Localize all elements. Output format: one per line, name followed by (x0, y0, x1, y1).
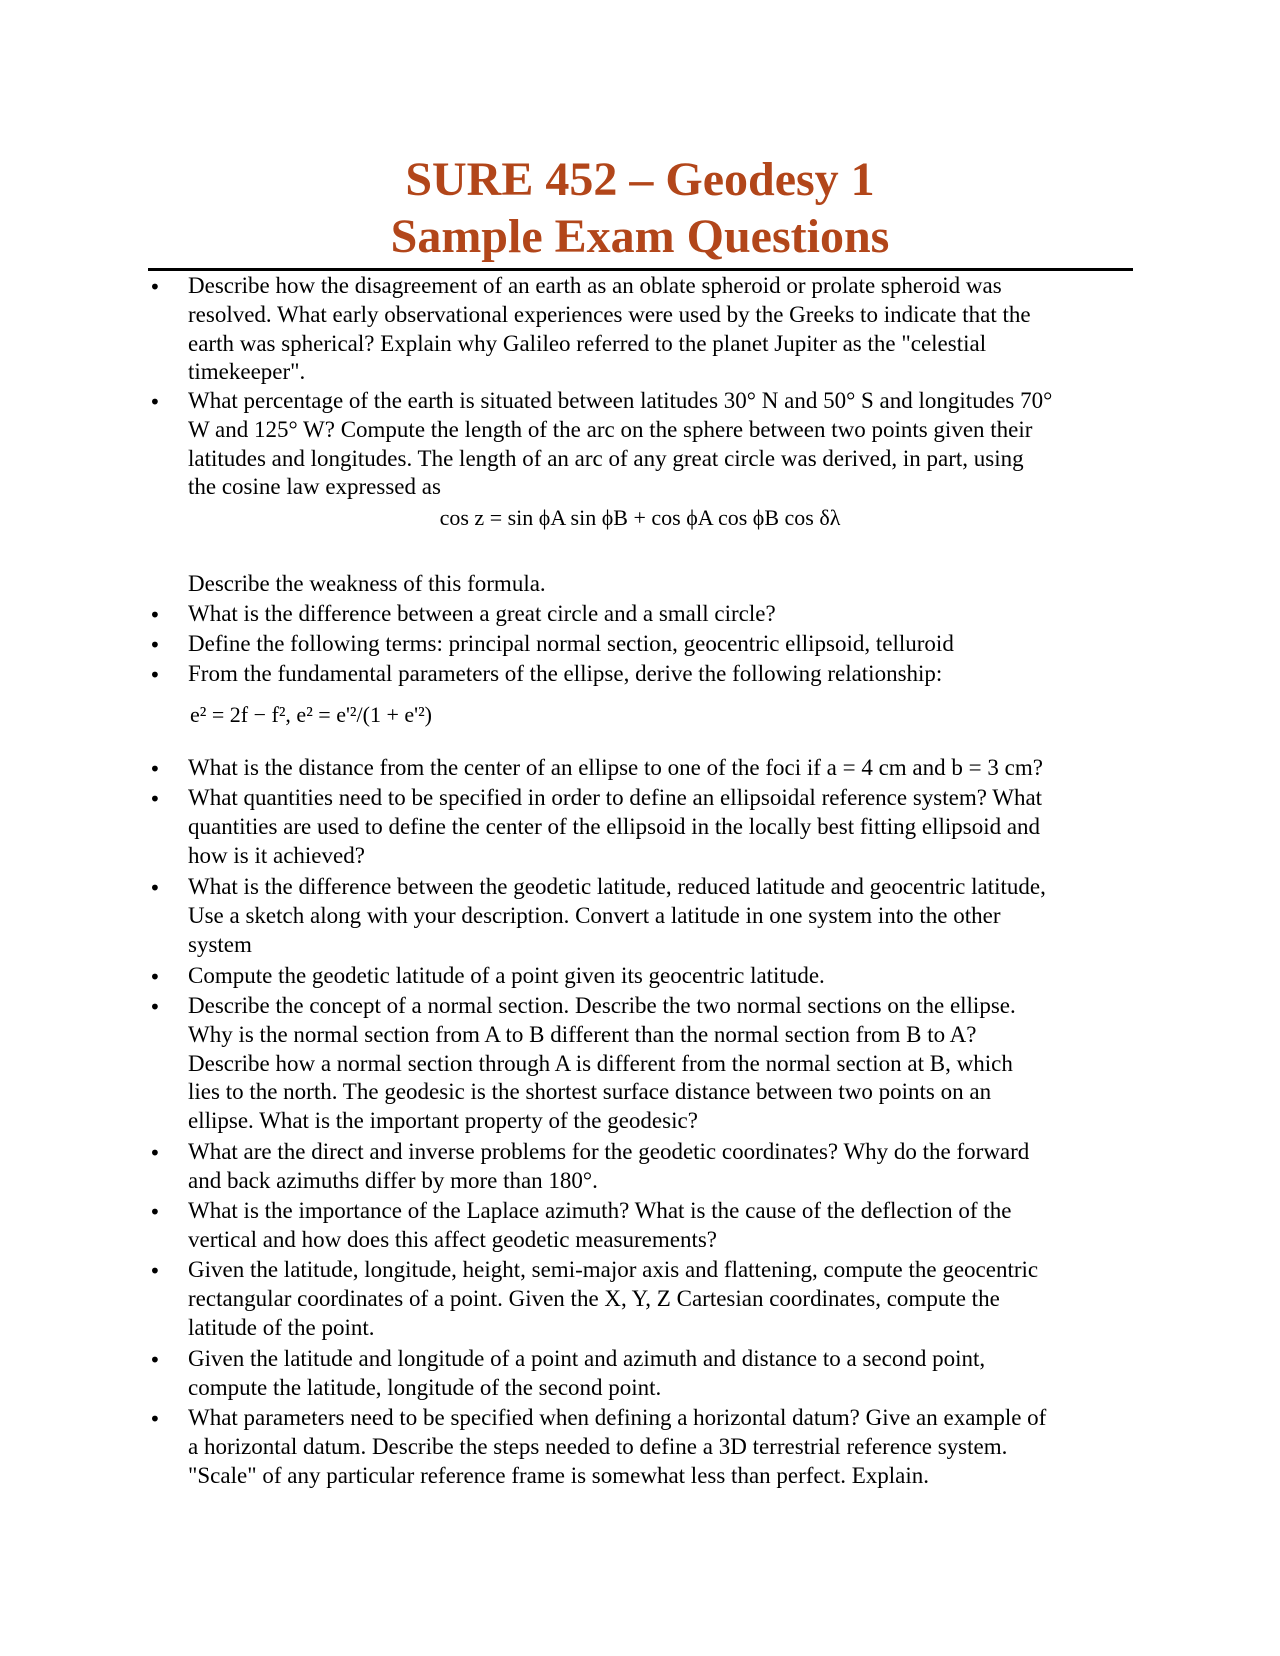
question-text: Define the following terms: principal normal section, geocentric ellipsoid, telluroid (188, 631, 954, 656)
bullet-icon: • (149, 876, 161, 900)
formula-followup-text: Describe the weakness of this formula. (188, 571, 546, 596)
cosine-law-formula: cos z = sin ϕA sin ϕB + cos ϕA cos ϕB cos δλ (439, 505, 841, 530)
question-text: From the fundamental parameters of the ellipse, derive the following relationship: (188, 661, 943, 686)
bullet-icon: • (149, 1407, 161, 1431)
question-text: Compute the geodetic latitude of a point given its geocentric latitude. (188, 963, 825, 988)
question-text: What is the distance from the center of an ellipse to one of the foci if a = 4 cm and b = 3 cm? (188, 755, 1043, 780)
bullet-icon: • (149, 787, 161, 811)
question-text: Describe the concept of a normal section. Describe the two normal sections on the ellipse. Why is the normal section from A to B different than the normal section from B to A? Describe how a normal section through A is different from the normal section at B, which lies to the north. The geodesic is the shortest surface distance between two points on an ellipse. What is the important property of the geodesic? (188, 993, 1016, 1134)
page-title: SURE 452 – Geodesy 1 (405, 153, 875, 206)
page-subtitle: Sample Exam Questions (390, 210, 890, 263)
bullet-icon: • (149, 633, 161, 657)
question-text: What is the importance of the Laplace azimuth? What is the cause of the deflection of the vertical and how does this affect geodetic measurements? (188, 1198, 1012, 1252)
question-text: What quantities need to be specified in order to define an ellipsoidal reference system? What quantities are used to define the center of the ellipsoid in the locally best fitting ellipsoid and how is it achieved? (188, 785, 1043, 868)
bullet-icon: • (149, 1141, 161, 1165)
question-text: Describe how the disagreement of an earth as an oblate spheroid or prolate spheroid was resolved. What early observational experiences were used by the Greeks to indicate that the earth was spherical? Explain why Galileo referred to the planet Jupiter as the "celestial timekeeper". (188, 273, 1031, 385)
bullet-icon: • (149, 1259, 161, 1283)
bullet-icon: • (149, 757, 161, 781)
question-text: What are the direct and inverse problems for the geodetic coordinates? Why do the forward and back azimuths differ by more than 180°. (188, 1139, 1030, 1193)
question-text: What percentage of the earth is situated between latitudes 30° N and 50° S and longitudes 70° W and 125° W? Compute the length of the arc on the sphere between two points given their latitudes and longitudes. The length of an arc of any great circle was derived, in part, using the cosine law expressed as (188, 388, 1053, 500)
question-text: What is the difference between the geodetic latitude, reduced latitude and geocentric latitude, Use a sketch along with your description. Convert a latitude in one system into the other system (188, 874, 1046, 957)
bullet-icon: • (149, 275, 161, 299)
question-text: What parameters need to be specified when defining a horizontal datum? Give an example of a horizontal datum. Describe the steps needed to define a 3D terrestrial reference system. "Scale" of any particular reference frame is somewhat less than perfect. Explain. (188, 1405, 1047, 1488)
bullet-icon: • (149, 390, 161, 414)
question-text: Given the latitude and longitude of a point and azimuth and distance to a second point, compute the latitude, longitude of the second point. (188, 1346, 986, 1400)
title-divider (148, 268, 1133, 271)
bullet-icon: • (149, 1200, 161, 1224)
bullet-icon: • (149, 663, 161, 687)
ellipse-eccentricity-formula: e² = 2f − f², e² = e'²/(1 + e'²) (190, 702, 433, 727)
bullet-icon: • (149, 1348, 161, 1372)
bullet-icon: • (149, 965, 161, 989)
bullet-icon: • (149, 603, 161, 627)
question-text: What is the difference between a great circle and a small circle? (188, 601, 776, 626)
bullet-icon: • (149, 995, 161, 1019)
question-text: Given the latitude, longitude, height, semi-major axis and flattening, compute the geocentric rectangular coordinates of a point. Given the X, Y, Z Cartesian coordinates, compute the latitude of the point. (188, 1257, 1039, 1340)
